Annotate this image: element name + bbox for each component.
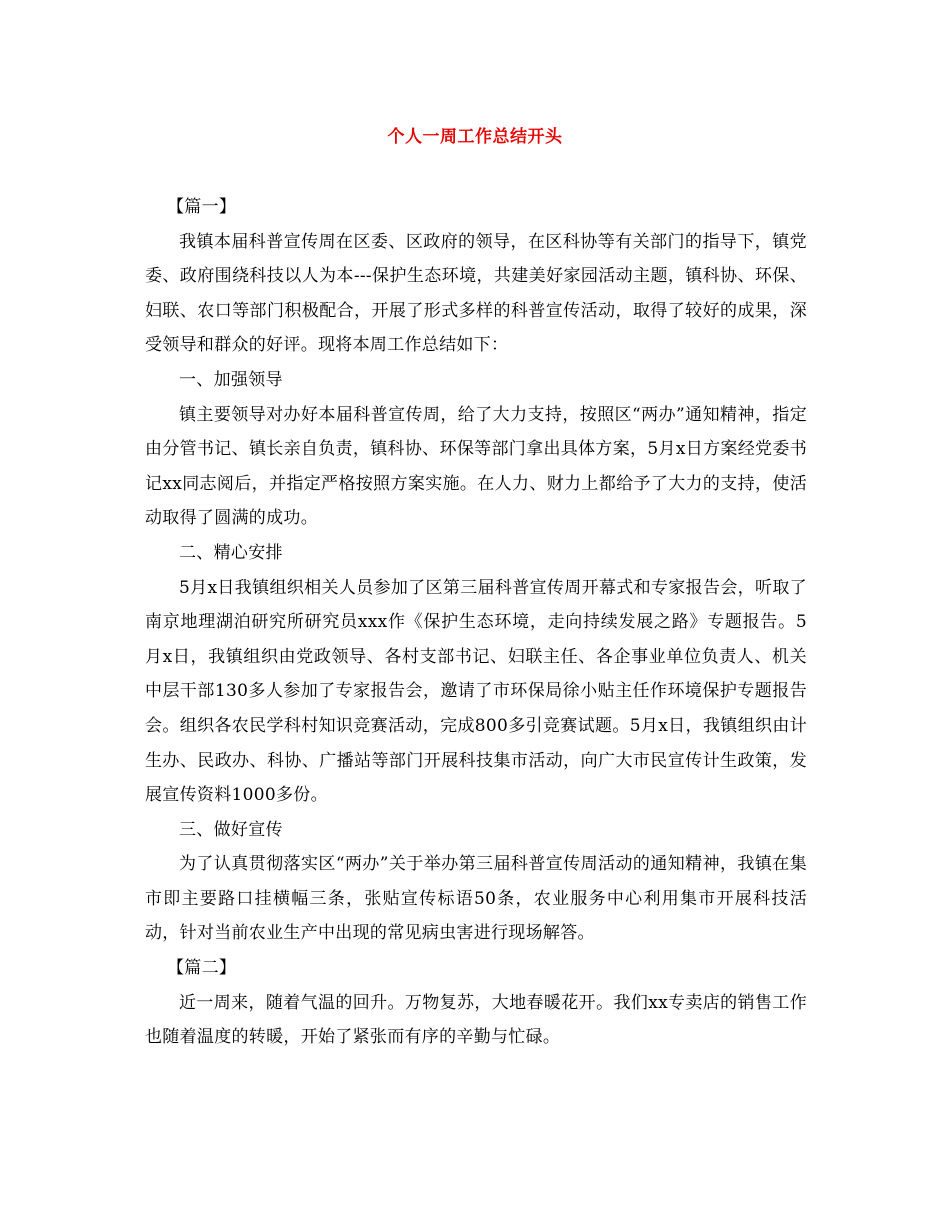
subheading-1: 一、加强领导 <box>179 369 283 390</box>
paragraph-leadership: 镇主要领导对办好本届科普宣传周，给了大力支持，按照区“两办”通知精神，指定由分管书记、镇长亲自负责，镇科协、环保等部门拿出具体方案，5月x日方案经党委书记xx同志阅后，并指定严格按照方案实施。在人力、财力上都给予了大力的支持，使活动取得了圆满的成功。 <box>145 404 807 529</box>
paragraph-arrangement: 5月x日我镇组织相关人员参加了区第三届科普宣传周开幕式和专家报告会，听取了南京地理湖泊研究所研究员xxx作《保护生态环境，走向持续发展之路》专题报告。5月x日，我镇组织由党政领导、各村支部书记、妇联主任、各企事业单位负责人、机关中层干部130多人参加了专家报告会，邀请了市环保局徐小贴主任作环境保护专题报告会。组织各农民学科村知识竞赛活动，完成800多引竞赛试题。5月x日，我镇组织由计生办、民政办、科协、广播站等部门开展科技集市活动，向广大市民宣传计生政策，发展宣传资料1000多份。 <box>145 577 807 806</box>
section-heading-2: 【篇二】 <box>167 958 237 979</box>
paragraph-intro: 我镇本届科普宣传周在区委、区政府的领导，在区科协等有关部门的指导下，镇党委、政府围绕科技以人为本---保护生态环境，共建美好家园活动主题，镇科协、环保、妇联、农口等部门积极配合，开展了形式多样的科普宣传活动，取得了较好的成果，深受领导和群众的好评。现将本周工作总结如下： <box>145 231 807 356</box>
paragraph-publicity: 为了认真贯彻落实区“两办”关于举办第三届科普宣传周活动的通知精神，我镇在集市即主要路口挂横幅三条，张贴宣传标语50条，农业服务中心利用集市开展科技活动，针对当前农业生产中出现的常见病虫害进行现场解答。 <box>145 854 807 944</box>
section-heading-1: 【篇一】 <box>167 197 237 217</box>
subheading-2: 二、精心安排 <box>179 542 283 563</box>
document-body <box>145 190 807 1055</box>
paragraph-sales: 近一周来，随着气温的回升。万物复苏，大地春暖花开。我们xx专卖店的销售工作也随着温度的转暖，开始了紧张而有序的辛勤与忙碌。 <box>145 992 807 1048</box>
document-title: 个人一周工作总结开头 <box>387 127 563 147</box>
subheading-3: 三、做好宣传 <box>179 819 283 840</box>
